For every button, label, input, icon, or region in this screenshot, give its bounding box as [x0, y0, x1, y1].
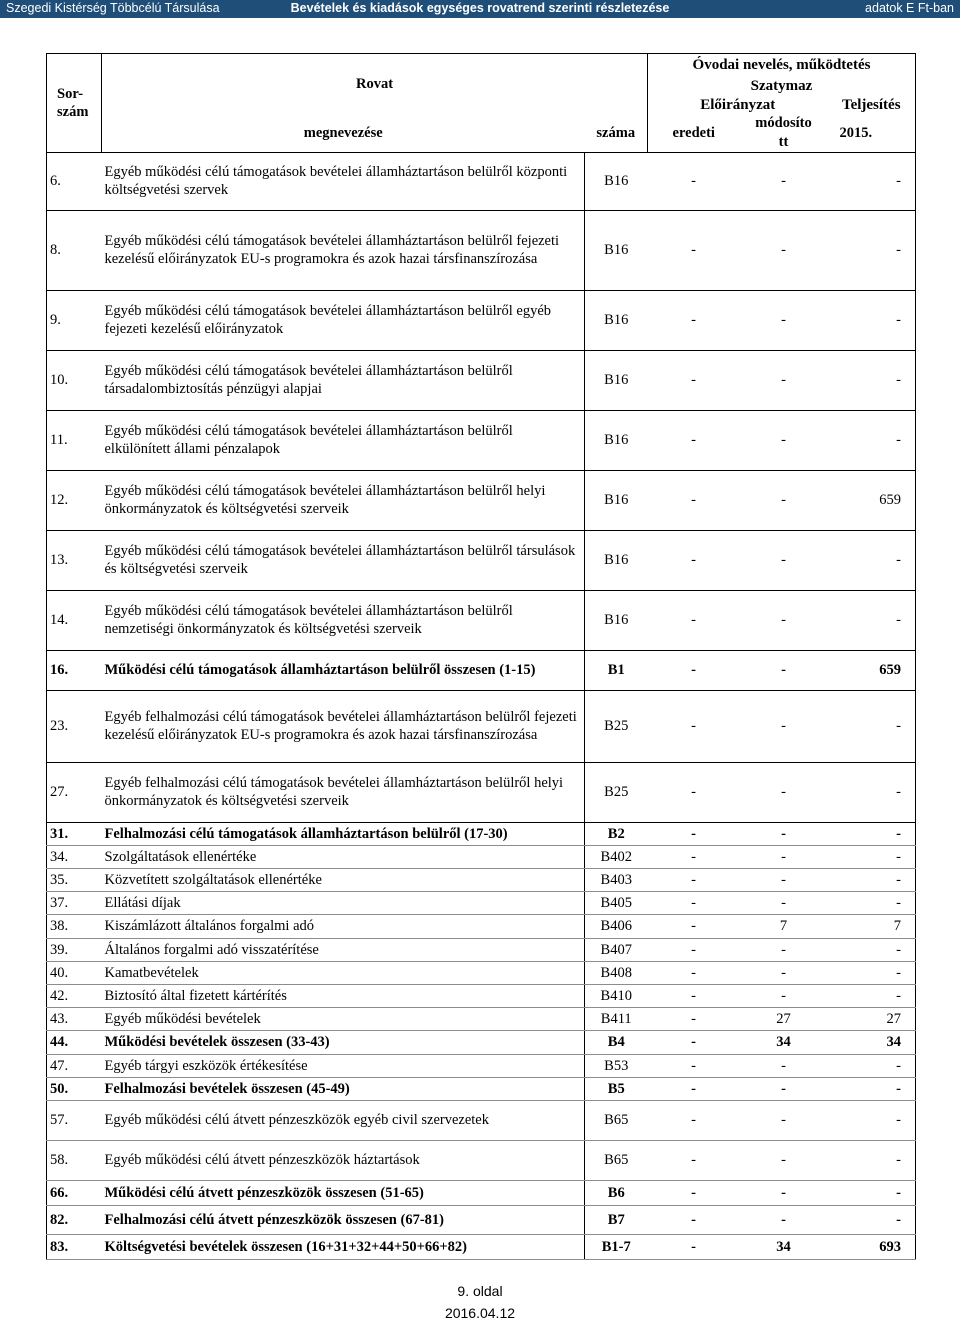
row-sorszam: 82. — [47, 1205, 102, 1234]
row-sorszam: 83. — [47, 1234, 102, 1259]
row-code: B7 — [585, 1205, 648, 1234]
header-group-title: Óvodai nevelés, működtetés — [648, 54, 916, 76]
row-sorszam: 16. — [47, 650, 102, 690]
row-sorszam: 57. — [47, 1100, 102, 1140]
row-code: B16 — [585, 152, 648, 210]
row-name: Felhalmozási célú támogatások államháztartáson belülről (17-30) — [102, 822, 585, 845]
row-modositott: - — [740, 210, 828, 290]
row-teljesites: - — [828, 845, 916, 868]
row-code: B25 — [585, 762, 648, 822]
row-modositott: - — [740, 868, 828, 891]
page-number: 9. oldal — [457, 1283, 503, 1299]
row-eredeti: - — [648, 152, 740, 210]
row-teljesites: - — [828, 530, 916, 590]
row-sorszam: 31. — [47, 822, 102, 845]
row-name: Működési bevételek összesen (33-43) — [102, 1030, 585, 1054]
row-modositott: - — [740, 410, 828, 470]
row-code: B16 — [585, 350, 648, 410]
row-modositott: - — [740, 822, 828, 845]
row-modositott: - — [740, 1140, 828, 1180]
row-name: Ellátási díjak — [102, 891, 585, 914]
row-name: Egyéb működési célú támogatások bevételei államháztartáson belülről helyi önkormányzatok és költségvetési szerveik — [102, 470, 585, 530]
row-name: Egyéb működési célú támogatások bevételei államháztartáson belülről központi költségvetési szervek — [102, 152, 585, 210]
row-code: B65 — [585, 1140, 648, 1180]
row-sorszam: 27. — [47, 762, 102, 822]
row-sorszam: 10. — [47, 350, 102, 410]
row-sorszam: 23. — [47, 690, 102, 762]
row-code: B4 — [585, 1030, 648, 1054]
row-modositott: 34 — [740, 1234, 828, 1259]
row-code: B403 — [585, 868, 648, 891]
row-teljesites: 34 — [828, 1030, 916, 1054]
row-teljesites: - — [828, 938, 916, 961]
row-sorszam: 42. — [47, 984, 102, 1007]
row-sorszam: 13. — [47, 530, 102, 590]
row-name: Egyéb tárgyi eszközök értékesítése — [102, 1054, 585, 1077]
table-row — [47, 984, 916, 1007]
row-eredeti: - — [648, 410, 740, 470]
row-teljesites: - — [828, 984, 916, 1007]
row-code: B16 — [585, 470, 648, 530]
row-modositott: - — [740, 152, 828, 210]
row-eredeti: - — [648, 1205, 740, 1234]
organization-name: Szegedi Kistérség Többcélú Társulása — [6, 1, 220, 15]
row-teljesites: - — [828, 350, 916, 410]
row-name: Egyéb működési célú támogatások bevételei államháztartáson belülről fejezeti kezelésű előirányzatok EU-s programokra és azok hazai társfinanszírozása — [102, 210, 585, 290]
row-modositott: - — [740, 350, 828, 410]
row-code: B406 — [585, 914, 648, 938]
table-row — [47, 1234, 916, 1259]
row-code: B5 — [585, 1077, 648, 1100]
row-sorszam: 44. — [47, 1030, 102, 1054]
row-code: B410 — [585, 984, 648, 1007]
row-modositott: - — [740, 290, 828, 350]
row-code: B1 — [585, 650, 648, 690]
row-eredeti: - — [648, 530, 740, 590]
row-sorszam: 58. — [47, 1140, 102, 1180]
row-modositott: - — [740, 530, 828, 590]
table-row — [47, 410, 916, 470]
row-eredeti: - — [648, 762, 740, 822]
table-row — [47, 1140, 916, 1180]
row-name: Egyéb működési célú támogatások bevételei államháztartáson belülről nemzetiségi önkormányzatok és költségvetési szerveik — [102, 590, 585, 650]
row-eredeti: - — [648, 470, 740, 530]
row-code: B16 — [585, 290, 648, 350]
row-code: B16 — [585, 210, 648, 290]
row-sorszam: 35. — [47, 868, 102, 891]
row-teljesites: - — [828, 590, 916, 650]
row-sorszam: 37. — [47, 891, 102, 914]
row-teljesites: - — [828, 1054, 916, 1077]
row-sorszam: 43. — [47, 1007, 102, 1030]
row-modositott: - — [740, 590, 828, 650]
header-ev: 2015. — [828, 114, 916, 153]
row-code: B6 — [585, 1180, 648, 1205]
table-row — [47, 690, 916, 762]
table-row — [47, 650, 916, 690]
table-row — [47, 350, 916, 410]
header-rovat: Rovat — [102, 54, 648, 114]
row-name: Közvetített szolgáltatások ellenértéke — [102, 868, 585, 891]
table-row — [47, 845, 916, 868]
table-row — [47, 1205, 916, 1234]
row-name: Egyéb működési célú átvett pénzeszközök egyéb civil szervezetek — [102, 1100, 585, 1140]
row-sorszam: 40. — [47, 961, 102, 984]
row-name: Költségvetési bevételek összesen (16+31+32+44+50+66+82) — [102, 1234, 585, 1259]
row-sorszam: 39. — [47, 938, 102, 961]
table-row — [47, 590, 916, 650]
row-code: B16 — [585, 590, 648, 650]
row-modositott: - — [740, 470, 828, 530]
row-modositott: - — [740, 690, 828, 762]
row-modositott: - — [740, 845, 828, 868]
row-teljesites: - — [828, 891, 916, 914]
row-name: Egyéb működési célú támogatások bevételei államháztartáson belülről társulások és költségvetési szerveik — [102, 530, 585, 590]
row-eredeti: - — [648, 1100, 740, 1140]
row-sorszam: 8. — [47, 210, 102, 290]
row-name: Egyéb működési célú támogatások bevételei államháztartáson belülről elkülönített állami pénzalapok — [102, 410, 585, 470]
row-modositott: - — [740, 1205, 828, 1234]
row-name: Felhalmozási bevételek összesen (45-49) — [102, 1077, 585, 1100]
row-sorszam: 38. — [47, 914, 102, 938]
row-code: B411 — [585, 1007, 648, 1030]
header-megnevezese: megnevezése — [102, 114, 585, 153]
row-modositott: - — [740, 1054, 828, 1077]
row-teljesites: - — [828, 290, 916, 350]
row-teljesites: - — [828, 822, 916, 845]
row-teljesites: 7 — [828, 914, 916, 938]
row-eredeti: - — [648, 590, 740, 650]
row-teljesites: - — [828, 1205, 916, 1234]
row-sorszam: 11. — [47, 410, 102, 470]
row-modositott: - — [740, 961, 828, 984]
row-code: B405 — [585, 891, 648, 914]
row-modositott: - — [740, 891, 828, 914]
header-group-subtitle: Szatymaz — [648, 76, 916, 96]
row-modositott: 27 — [740, 1007, 828, 1030]
header-szama: száma — [585, 114, 648, 153]
row-code: B2 — [585, 822, 648, 845]
table-row — [47, 822, 916, 845]
row-name: Biztosító által fizetett kártérítés — [102, 984, 585, 1007]
row-name: Egyéb működési célú támogatások bevételei államháztartáson belülről egyéb fejezeti kezelésű előirányzatok — [102, 290, 585, 350]
row-modositott: - — [740, 762, 828, 822]
row-name: Működési célú átvett pénzeszközök összesen (51-65) — [102, 1180, 585, 1205]
row-sorszam: 66. — [47, 1180, 102, 1205]
row-teljesites: - — [828, 1077, 916, 1100]
row-eredeti: - — [648, 290, 740, 350]
row-eredeti: - — [648, 1054, 740, 1077]
row-eredeti: - — [648, 690, 740, 762]
row-code: B1-7 — [585, 1234, 648, 1259]
row-eredeti: - — [648, 961, 740, 984]
table-row — [47, 1077, 916, 1100]
row-eredeti: - — [648, 845, 740, 868]
table-row — [47, 210, 916, 290]
row-modositott: - — [740, 984, 828, 1007]
table-row — [47, 1030, 916, 1054]
row-eredeti: - — [648, 938, 740, 961]
revenue-table — [46, 53, 916, 1260]
header-sorszam: Sor- szám — [47, 54, 102, 153]
row-sorszam: 47. — [47, 1054, 102, 1077]
table-row — [47, 530, 916, 590]
row-eredeti: - — [648, 1140, 740, 1180]
row-teljesites: 27 — [828, 1007, 916, 1030]
row-teljesites: - — [828, 961, 916, 984]
row-eredeti: - — [648, 350, 740, 410]
table-row — [47, 290, 916, 350]
row-code: B53 — [585, 1054, 648, 1077]
print-date: 2016.04.12 — [444, 1305, 516, 1321]
table-row — [47, 1054, 916, 1077]
row-eredeti: - — [648, 868, 740, 891]
row-teljesites: - — [828, 1140, 916, 1180]
row-name: Egyéb felhalmozási célú támogatások bevételei államháztartáson belülről fejezeti kezelésű előirányzatok EU-s programokra és azok hazai társfinanszírozása — [102, 690, 585, 762]
header-teljesites: Teljesítés — [828, 96, 916, 114]
header-modositott: módosíto tt — [740, 114, 828, 153]
row-sorszam: 34. — [47, 845, 102, 868]
row-eredeti: - — [648, 1077, 740, 1100]
table-row — [47, 1100, 916, 1140]
row-name: Általános forgalmi adó visszatérítése — [102, 938, 585, 961]
row-sorszam: 14. — [47, 590, 102, 650]
row-modositott: - — [740, 938, 828, 961]
table-row — [47, 1007, 916, 1030]
row-teljesites: 659 — [828, 650, 916, 690]
row-name: Működési célú támogatások államháztartáson belülről összesen (1-15) — [102, 650, 585, 690]
row-teljesites: - — [828, 868, 916, 891]
report-title: Bevételek és kiadások egységes rovatrend szerinti részletezése — [290, 1, 670, 15]
row-modositott: - — [740, 1180, 828, 1205]
row-teljesites: - — [828, 152, 916, 210]
table-row — [47, 762, 916, 822]
row-name: Kiszámlázott általános forgalmi adó — [102, 914, 585, 938]
table-row — [47, 914, 916, 938]
row-teljesites: 659 — [828, 470, 916, 530]
row-teljesites: 693 — [828, 1234, 916, 1259]
table-row — [47, 152, 916, 210]
row-eredeti: - — [648, 822, 740, 845]
row-eredeti: - — [648, 914, 740, 938]
table-row — [47, 470, 916, 530]
row-code: B16 — [585, 530, 648, 590]
row-teljesites: - — [828, 410, 916, 470]
row-eredeti: - — [648, 1007, 740, 1030]
row-teljesites: - — [828, 210, 916, 290]
table-row — [47, 868, 916, 891]
header-eloiranyzat: Előirányzat — [648, 96, 828, 114]
row-modositott: - — [740, 1077, 828, 1100]
row-name: Szolgáltatások ellenértéke — [102, 845, 585, 868]
row-modositott: 34 — [740, 1030, 828, 1054]
row-code: B407 — [585, 938, 648, 961]
row-sorszam: 12. — [47, 470, 102, 530]
row-teljesites: - — [828, 1180, 916, 1205]
row-code: B16 — [585, 410, 648, 470]
table-row — [47, 938, 916, 961]
row-name: Egyéb működési bevételek — [102, 1007, 585, 1030]
row-name: Egyéb felhalmozási célú támogatások bevételei államháztartáson belülről helyi önkormányzatok és költségvetési szerveik — [102, 762, 585, 822]
row-code: B25 — [585, 690, 648, 762]
table-row — [47, 961, 916, 984]
row-code: B408 — [585, 961, 648, 984]
row-sorszam: 50. — [47, 1077, 102, 1100]
table-row — [47, 891, 916, 914]
row-eredeti: - — [648, 891, 740, 914]
row-teljesites: - — [828, 690, 916, 762]
row-modositott: 7 — [740, 914, 828, 938]
row-eredeti: - — [648, 1234, 740, 1259]
row-modositott: - — [740, 650, 828, 690]
row-teljesites: - — [828, 1100, 916, 1140]
row-name: Egyéb működési célú átvett pénzeszközök háztartások — [102, 1140, 585, 1180]
row-eredeti: - — [648, 984, 740, 1007]
row-eredeti: - — [648, 1180, 740, 1205]
row-name: Felhalmozási célú átvett pénzeszközök összesen (67-81) — [102, 1205, 585, 1234]
row-code: B402 — [585, 845, 648, 868]
top-bar — [0, 0, 960, 18]
unit-label: adatok E Ft-ban — [865, 1, 954, 15]
row-sorszam: 6. — [47, 152, 102, 210]
row-code: B65 — [585, 1100, 648, 1140]
row-eredeti: - — [648, 1030, 740, 1054]
table-row — [47, 1180, 916, 1205]
row-name: Kamatbevételek — [102, 961, 585, 984]
header-eredeti: eredeti — [648, 114, 740, 153]
row-modositott: - — [740, 1100, 828, 1140]
row-name: Egyéb működési célú támogatások bevételei államháztartáson belülről társadalombiztosítás pénzügyi alapjai — [102, 350, 585, 410]
row-teljesites: - — [828, 762, 916, 822]
row-eredeti: - — [648, 210, 740, 290]
row-sorszam: 9. — [47, 290, 102, 350]
row-eredeti: - — [648, 650, 740, 690]
